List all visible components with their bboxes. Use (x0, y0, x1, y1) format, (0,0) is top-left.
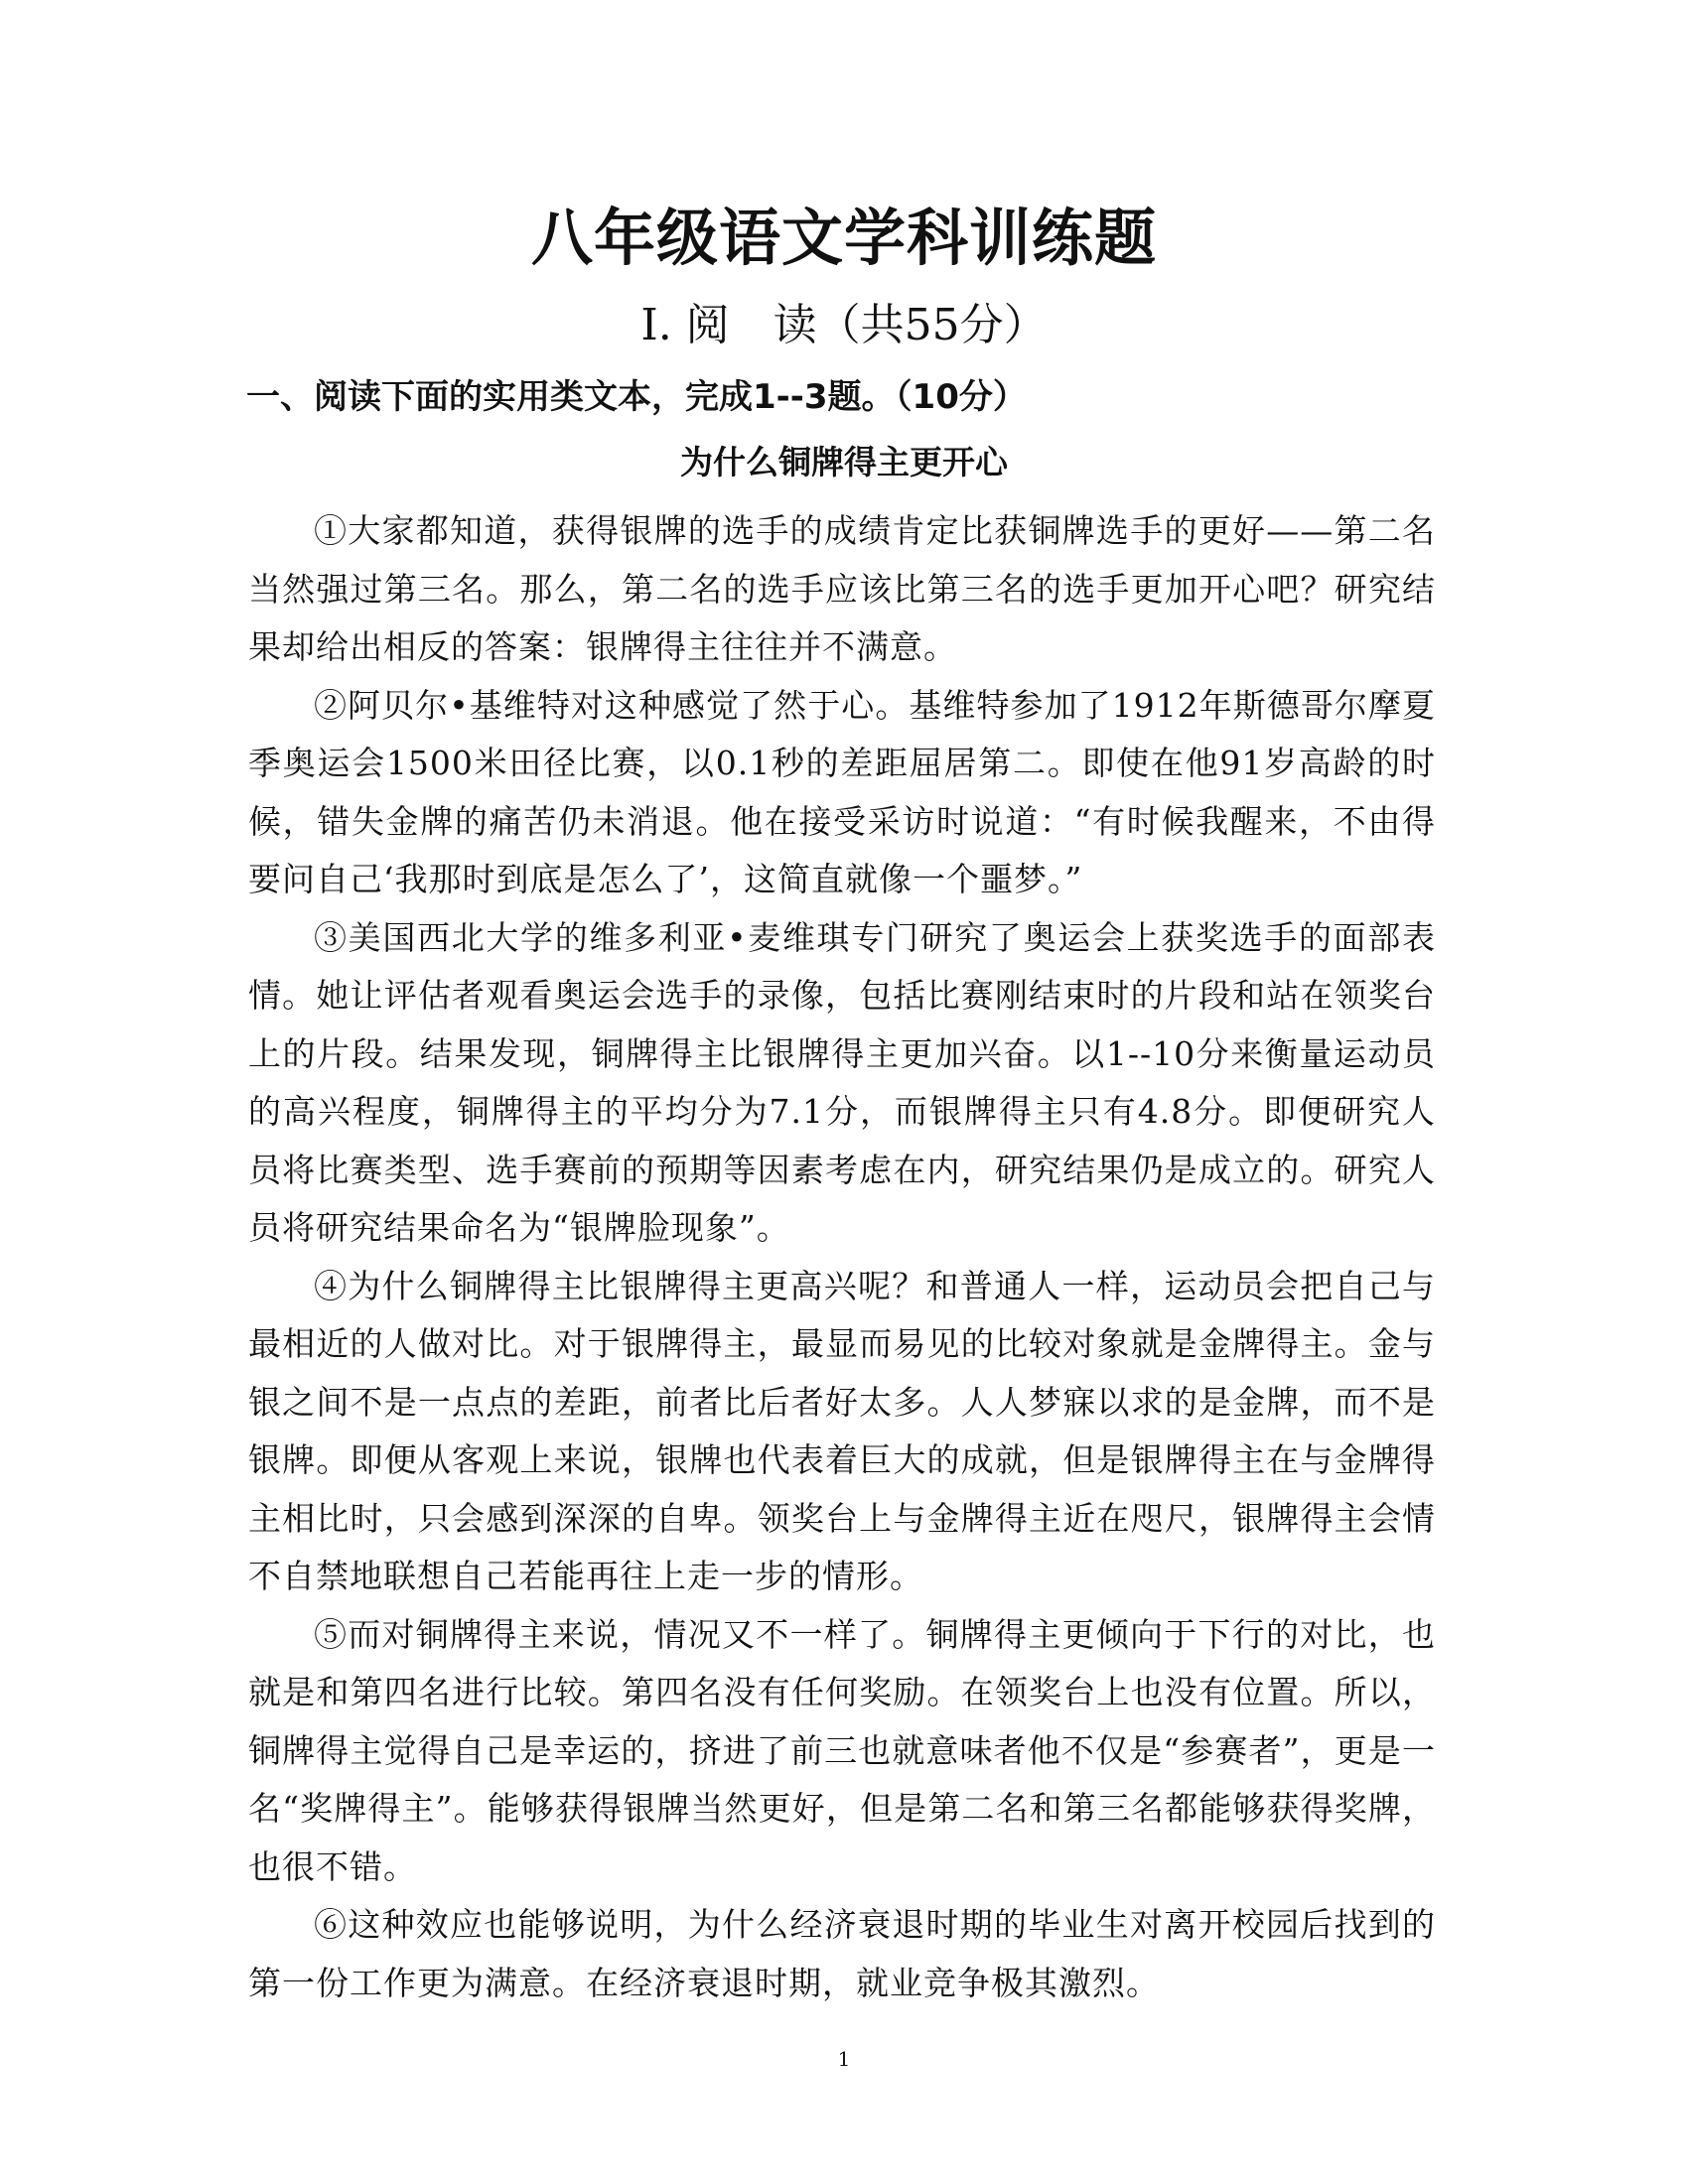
paragraph-3: ③美国西北大学的维多利亚•麦维琪专门研究了奥运会上获奖选手的面部表情。她让评估者观看奥运会选手的录像，包括比赛刚结束时的片段和站在领奖台上的片段。结果发现，铜牌得主比银牌得主更加兴奋。以1--10分来衡量运动员的高兴程度，铜牌得主的平均分为7.1分，而银牌得主只有4.8分。即便研究人员将比赛类型、选手赛前的预期等因素考虑在内，研究结果仍是成立的。研究人员将研究结果命名为“银牌脸现象”。 (248, 917, 1436, 1247)
paragraph-5: ⑤而对铜牌得主来说，情况又不一样了。铜牌得主更倾向于下行的对比，也就是和第四名进行比较。第四名没有任何奖励。在领奖台上也没有位置。所以，铜牌得主觉得自己是幸运的，挤进了前三也就意味者他不仅是“参赛者”，更是一名“奖牌得主”。能够获得银牌当然更好，但是第二名和第三名都能够获得奖牌，也很不错。 (248, 1614, 1436, 1886)
paragraph-1: ①大家都知道，获得银牌的选手的成绩肯定比获铜牌选手的更好——第二名当然强过第三名。那么，第二名的选手应该比第三名的选手更加开心吧？研究结果却给出相反的答案：银牌得主往往并不满意。 (248, 511, 1436, 666)
paragraph-6: ⑥这种效应也能够说明，为什么经济衰退时期的毕业生对离开校园后找到的第一份工作更为满意。在经济衰退时期，就业竞争极其激烈。 (248, 1905, 1436, 2002)
question-heading: 一、阅读下面的实用类文本，完成1--3题。（10分） (246, 377, 1027, 417)
article-body (248, 502, 1436, 2012)
page-number: 1 (837, 2047, 851, 2071)
section-title: Ⅰ. 阅 读（共55分） (640, 300, 1048, 350)
paragraph-4: ④为什么铜牌得主比银牌得主更高兴呢？和普通人一样，运动员会把自己与最相近的人做对比。对于银牌得主，最显而易见的比较对象就是金牌得主。金与银之间不是一点点的差距，前者比后者好太多。人人梦寐以求的是金牌，而不是银牌。即便从客观上来说，银牌也代表着巨大的成就，但是银牌得主在与金牌得主相比时，只会感到深深的自卑。领奖台上与金牌得主近在咫尺，银牌得主会情不自禁地联想自己若能再往上走一步的情形。 (248, 1266, 1436, 1595)
paragraph-2: ②阿贝尔•基维特对这种感觉了然于心。基维特参加了1912年斯德哥尔摩夏季奥运会1500米田径比赛，以0.1秒的差距屈居第二。即使在他91岁高龄的时候，错失金牌的痛苦仍未消退。他在接受采访时说道：“有时候我醒来，不由得要问自己‘我那时到底是怎么了’，这简直就像一个噩梦。” (248, 685, 1436, 898)
article-title: 为什么铜牌得主更开心 (680, 443, 1008, 481)
document-title: 八年级语文学科训练题 (530, 202, 1157, 274)
